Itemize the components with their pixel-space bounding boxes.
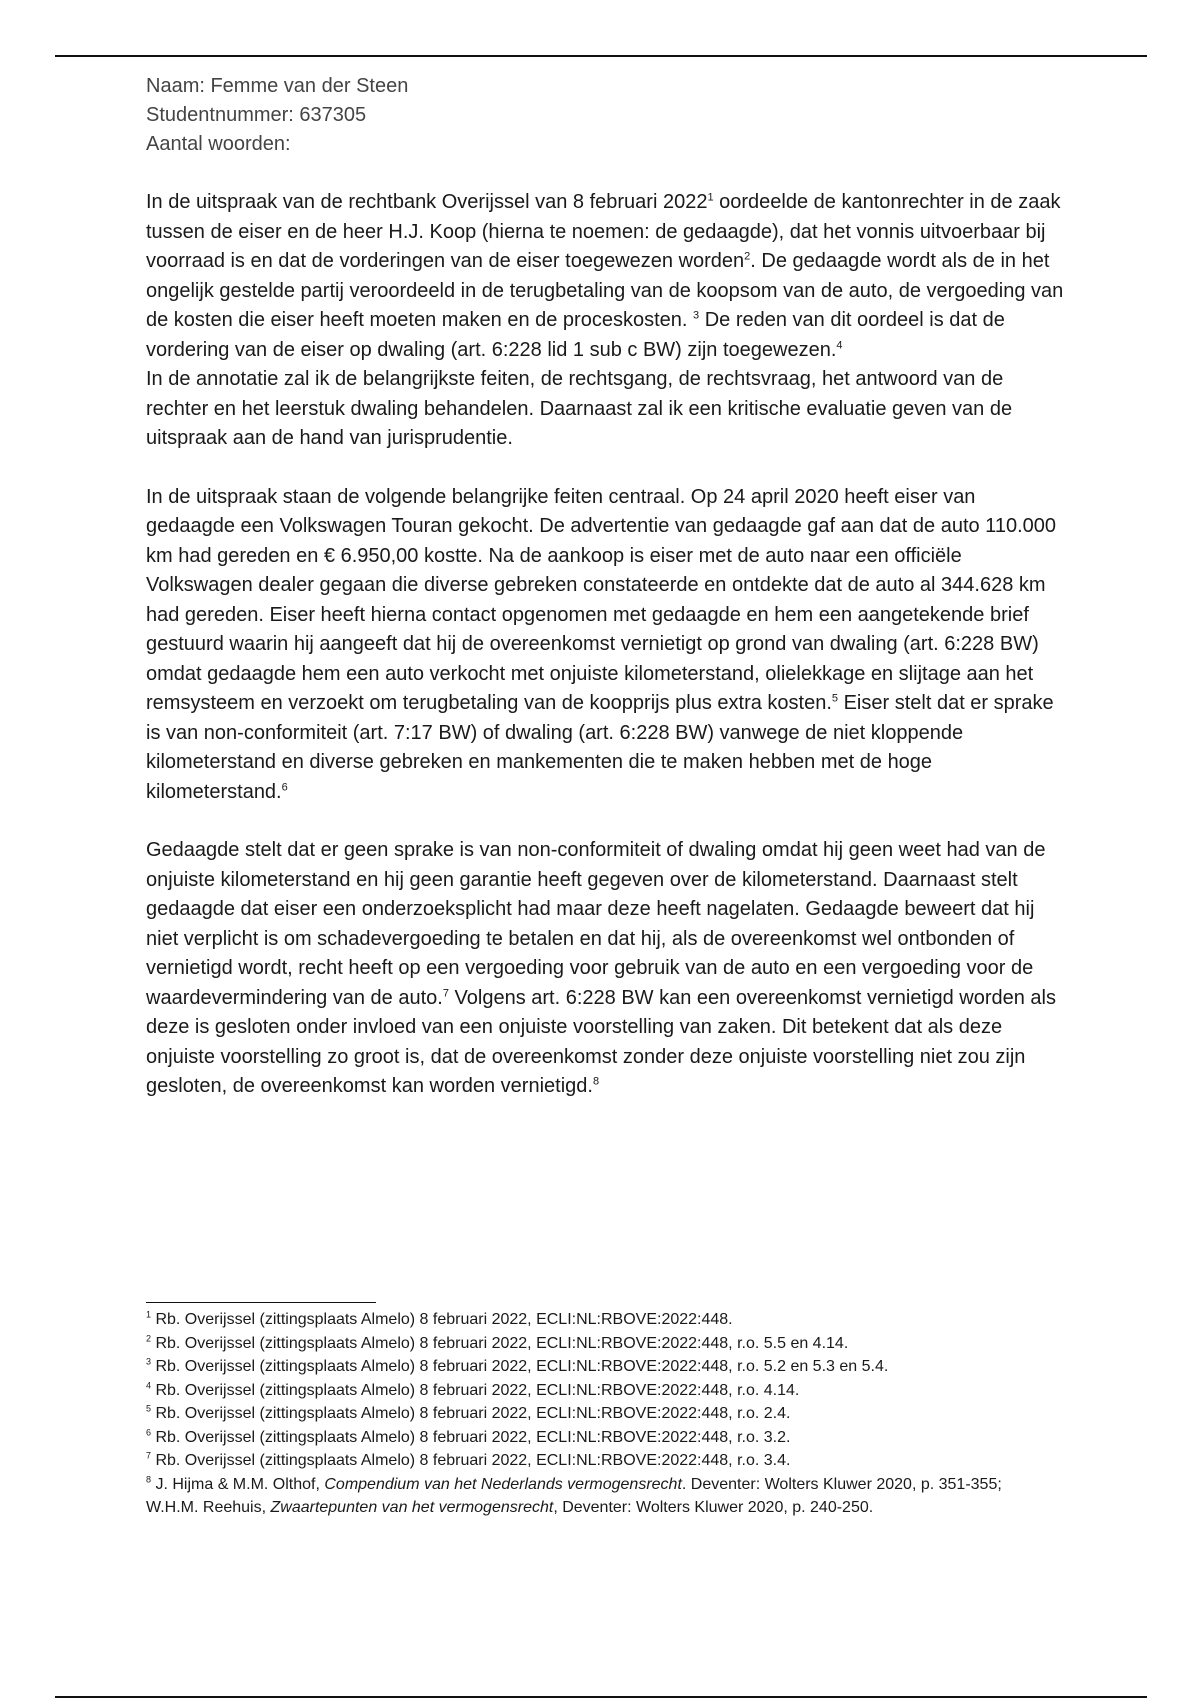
footnote-item: $^6$ Rb. Overijssel (zittingsplaats Almelo) 8 februari 2022, ECLI:NL:RBOVE:2022:448, r.o. 3.2. — [146, 1427, 791, 1446]
footnote-item: $^2$ Rb. Overijssel (zittingsplaats Almelo) 8 februari 2022, ECLI:NL:RBOVE:2022:448, r.o. 5.5 en 4.14. — [146, 1333, 849, 1352]
footnote-ref: 3 — [693, 309, 700, 322]
page-top-rule — [55, 55, 1147, 57]
footnote-item: $^8$ J. Hijma & M.M. Olthof, Compendium van het Nederlands vermogensrecht. Deventer: Wolters Kluwer 2020, p. 351-355; W.H.M. Reehuis, Zwaartepunten van het vermogensrecht, Deventer: Wolters Kluwer 2020, p. 240-250. — [146, 1474, 1002, 1516]
footnote-item: $^5$ Rb. Overijssel (zittingsplaats Almelo) 8 februari 2022, ECLI:NL:RBOVE:2022:448, r.o. 2.4. — [146, 1403, 791, 1422]
footnote-ref: 5 — [831, 692, 839, 705]
student-name: Naam: Femme van der Steen — [146, 75, 409, 97]
paragraph-defendant-position: Gedaagde stelt dat er geen sprake is van non-conformiteit of dwaling omdat hij geen weet had van de onjuiste kilometerstand en hij geen garantie heeft gegeven over de kilometerstand. Daarnaast stelt gedaagde dat eiser een onderzoeksplicht had maar deze heeft nagelaten. Gedaagde beweert dat hij niet verplicht is om schadevergoeding te betalen en dat hij, als de overeenkomst wel ontbonden of vernietigd wordt, recht heeft op een vergoeding voor gebruik van de auto en een vergoeding voor de waardevermindering van de auto.$^7$ Volgens art. 6:228 BW kan een overeenkomst vernietigd worden als deze is gesloten onder invloed van een onjuiste voorstelling van zaken. Dit betekent dat als deze onjuiste voorstelling zo groot is, dat de overeenkomst zonder deze onjuiste voorstelling niet zou zijn gesloten, de overeenkomst kan worden vernietigd.$^8$ — [146, 839, 1056, 1097]
footnote-item: $^1$ Rb. Overijssel (zittingsplaats Almelo) 8 februari 2022, ECLI:NL:RBOVE:2022:448. — [146, 1309, 733, 1328]
footnote-ref: 2 — [744, 250, 751, 263]
footnote-ref: 4 — [836, 338, 843, 351]
paragraph-annotation-plan: In de annotatie zal ik de belangrijkste feiten, de rechtsgang, de rechtsvraag, het antwoord van de rechter en het leerstuk dwaling behandelen. Daarnaast zal ik een kritische evaluatie geven van de uitspraak aan de hand van jurisprudentie. — [146, 368, 1013, 449]
footnote-item: $^4$ Rb. Overijssel (zittingsplaats Almelo) 8 februari 2022, ECLI:NL:RBOVE:2022:448, r.o. 4.14. — [146, 1380, 800, 1399]
footnote-ref: 6 — [281, 780, 288, 793]
footnote-ref: 8 — [592, 1075, 600, 1088]
document-body — [146, 72, 1066, 1102]
footnotes — [146, 1308, 1056, 1520]
footnote-separator — [146, 1302, 376, 1303]
paragraph-intro: In de uitspraak van de rechtbank Overijssel van 8 februari 2022$^1$ oordeelde de kantonrechter in de zaak tussen de eiser en de heer H.J. Koop (hierna te noemen: de gedaagde), dat het vonnis uitvoerbaar bij voorraad is en dat de vorderingen van de eiser toegewezen worden$^2$. De gedaagde wordt als de in het ongelijk gestelde partij veroordeeld in de terugbetaling van de koopsom van de auto, de vergoeding van de kosten die eiser heeft moeten maken en de proceskosten. $^3$ De reden van dit oordeel is dat de vordering van de eiser op dwaling (art. 6:228 lid 1 sub c BW) zijn toegewezen.$^4$ — [146, 191, 1064, 361]
footnote-ref: 1 — [707, 191, 714, 204]
footnote-item: $^7$ Rb. Overijssel (zittingsplaats Almelo) 8 februari 2022, ECLI:NL:RBOVE:2022:448, r.o. 3.4. — [146, 1450, 791, 1469]
page-bottom-rule — [55, 1696, 1147, 1698]
student-number: Studentnummer: 637305 — [146, 104, 367, 126]
student-header — [146, 72, 1066, 159]
paragraph-facts: In de uitspraak staan de volgende belangrijke feiten centraal. Op 24 april 2020 heeft eiser van gedaagde een Volkswagen Touran gekocht. De advertentie van gedaagde gaf aan dat de auto 110.000 km had gereden en € 6.950,00 kostte. Na de aankoop is eiser met de auto naar een officiële Volkswagen dealer gegaan die diverse gebreken constateerde en ontdekte dat de auto al 344.628 km had gereden. Eiser heeft hierna contact opgenomen met gedaagde en hem een aangetekende brief gestuurd waarin hij aangeeft dat hij de overeenkomst vernietigt op grond van dwaling (art. 6:228 BW) omdat gedaagde hem een auto verkocht met onjuiste kilometerstand, olielekkage en slijtage aan het remsysteem en verzoekt om terugbetaling van de koopprijs plus extra kosten.$^5$ Eiser stelt dat er sprake is van non-conformiteit (art. 7:17 BW) of dwaling (art. 6:228 BW) vanwege de niet kloppende kilometerstand en diverse gebreken en mankementen die te maken hebben met de hoge kilometerstand.$^6$ — [146, 485, 1056, 803]
word-count: Aantal woorden: — [146, 133, 291, 155]
footnote-ref: 7 — [442, 986, 449, 999]
footnote-item: $^3$ Rb. Overijssel (zittingsplaats Almelo) 8 februari 2022, ECLI:NL:RBOVE:2022:448, r.o. 5.2 en 5.3 en 5.4. — [146, 1356, 889, 1375]
